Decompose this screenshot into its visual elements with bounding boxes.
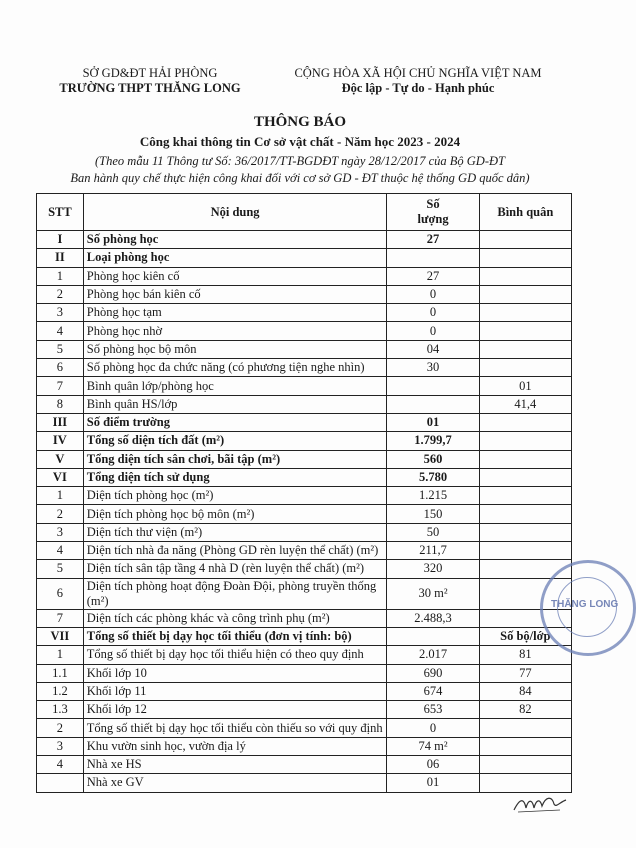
row-stt: 6 (37, 578, 84, 609)
school-name: TRƯỜNG THPT THĂNG LONG (59, 81, 241, 95)
row-quantity (387, 377, 479, 395)
row-quantity: 2.017 (387, 646, 479, 664)
regulation-note-line1: (Theo mẫu 11 Thông tư Số: 36/2017/TT-BGDĐT ngày 28/12/2017 của Bộ GD-ĐT (95, 154, 505, 168)
header-stt: STT (37, 194, 84, 231)
table-header-row (37, 194, 572, 231)
table-row (37, 627, 572, 645)
row-content: Diện tích phòng học bộ môn (m²) (83, 505, 387, 523)
table-body (37, 231, 572, 793)
regulation-note-line2: Ban hành quy chế thực hiện công khai đối với cơ sở GD - ĐT thuộc hệ thống GD quốc dân) (70, 171, 530, 185)
row-quantity (387, 249, 479, 267)
row-average (479, 737, 571, 755)
table-row (37, 646, 572, 664)
row-stt: 2 (37, 505, 84, 523)
row-stt: 5 (37, 560, 84, 578)
row-content: Số phòng học bộ môn (83, 340, 387, 358)
row-quantity: 150 (387, 505, 479, 523)
facilities-table (36, 193, 572, 793)
row-content: Diện tích nhà đa năng (Phòng GD rèn luyện thể chất) (m²) (83, 542, 387, 560)
row-stt: 4 (37, 756, 84, 774)
header-content: Nội dung (83, 194, 387, 231)
table-row (37, 249, 572, 267)
table-row (37, 609, 572, 627)
table-row (37, 231, 572, 249)
row-stt: 1.1 (37, 664, 84, 682)
table-row (37, 487, 572, 505)
row-stt: 7 (37, 377, 84, 395)
row-content: Diện tích phòng hoạt động Đoàn Đội, phòng truyền thống (m²) (83, 578, 387, 609)
row-average: 84 (479, 682, 571, 700)
row-average (479, 432, 571, 450)
table-row (37, 682, 572, 700)
table-row (37, 664, 572, 682)
row-quantity (387, 627, 479, 645)
row-content: Diện tích các phòng khác và công trình phụ (m²) (83, 609, 387, 627)
row-quantity: 1.799,7 (387, 432, 479, 450)
row-average: 82 (479, 701, 571, 719)
row-stt: V (37, 450, 84, 468)
row-content: Nhà xe GV (83, 774, 387, 792)
row-average: 77 (479, 664, 571, 682)
table-row (37, 267, 572, 285)
national-motto: Độc lập - Tự do - Hạnh phúc (341, 81, 495, 95)
table-row (37, 395, 572, 413)
row-content: Bình quân HS/lớp (83, 395, 387, 413)
row-average (479, 231, 571, 249)
row-quantity (387, 395, 479, 413)
official-stamp (540, 560, 636, 656)
row-quantity: 30 (387, 359, 479, 377)
row-average (479, 468, 571, 486)
row-content: Tổng diện tích sân chơi, bãi tập (m²) (83, 450, 387, 468)
table-row (37, 285, 572, 303)
row-quantity: 1.215 (387, 487, 479, 505)
row-content: Phòng học kiên cố (83, 267, 387, 285)
row-content: Số điểm trường (83, 413, 387, 431)
row-quantity: 560 (387, 450, 479, 468)
row-content: Số phòng học (83, 231, 387, 249)
table-row (37, 304, 572, 322)
row-average (479, 304, 571, 322)
row-content: Tổng số thiết bị dạy học tối thiểu còn thiếu so với quy định (83, 719, 387, 737)
table-row (37, 719, 572, 737)
row-quantity: 27 (387, 267, 479, 285)
row-quantity: 27 (387, 231, 479, 249)
row-stt: 8 (37, 395, 84, 413)
row-stt: 2 (37, 719, 84, 737)
row-average (479, 450, 571, 468)
country-name: CỘNG HÒA XÃ HỘI CHỦ NGHĨA VIỆT NAM (294, 66, 542, 80)
row-content: Nhà xe HS (83, 756, 387, 774)
row-quantity: 653 (387, 701, 479, 719)
row-stt: 4 (37, 322, 84, 340)
row-content: Diện tích sân tập tầng 4 nhà D (rèn luyện thể chất) (m²) (83, 560, 387, 578)
row-content: Số phòng học đa chức năng (có phương tiện nghe nhìn) (83, 359, 387, 377)
table-row (37, 340, 572, 358)
row-stt: 4 (37, 542, 84, 560)
row-average: Số bộ/lớp (479, 627, 571, 645)
row-stt: 1.2 (37, 682, 84, 700)
row-stt: 1 (37, 487, 84, 505)
signature (510, 790, 570, 818)
table-row (37, 756, 572, 774)
header-right (258, 66, 578, 96)
row-content: Khối lớp 10 (83, 664, 387, 682)
row-average (479, 413, 571, 431)
row-quantity: 01 (387, 413, 479, 431)
row-quantity: 320 (387, 560, 479, 578)
row-stt: 5 (37, 340, 84, 358)
row-average: 01 (479, 377, 571, 395)
row-average (479, 719, 571, 737)
row-content: Tổng số diện tích đất (m²) (83, 432, 387, 450)
document-subtitle: Công khai thông tin Cơ sở vật chất - Năm học 2023 - 2024 (139, 134, 461, 149)
row-average (479, 249, 571, 267)
row-content: Tổng số thiết bị dạy học tối thiểu hiện có theo quy định (83, 646, 387, 664)
row-stt: 6 (37, 359, 84, 377)
row-quantity: 0 (387, 322, 479, 340)
table-row (37, 578, 572, 609)
row-stt: VI (37, 468, 84, 486)
row-stt: VII (37, 627, 84, 645)
row-content: Tổng diện tích sử dụng (83, 468, 387, 486)
row-quantity: 674 (387, 682, 479, 700)
document-title: THÔNG BÁO (253, 114, 347, 130)
stamp-text: THĂNG LONG (551, 599, 619, 610)
row-average (479, 487, 571, 505)
row-average (479, 523, 571, 541)
row-stt: 3 (37, 523, 84, 541)
row-stt: 1 (37, 646, 84, 664)
row-quantity: 690 (387, 664, 479, 682)
table-row (37, 432, 572, 450)
table-row (37, 377, 572, 395)
header-quantity: Số lượng (387, 194, 479, 231)
row-content: Khối lớp 11 (83, 682, 387, 700)
table-row (37, 450, 572, 468)
row-content: Diện tích thư viện (m²) (83, 523, 387, 541)
row-average (479, 756, 571, 774)
row-content: Phòng học nhờ (83, 322, 387, 340)
row-average (479, 359, 571, 377)
row-quantity: 0 (387, 719, 479, 737)
table-row (37, 523, 572, 541)
row-quantity: 01 (387, 774, 479, 792)
table-row (37, 322, 572, 340)
row-stt: 7 (37, 609, 84, 627)
table-row (37, 505, 572, 523)
row-content: Loại phòng học (83, 249, 387, 267)
row-quantity: 0 (387, 304, 479, 322)
row-content: Khu vườn sinh học, vườn địa lý (83, 737, 387, 755)
row-stt: 1.3 (37, 701, 84, 719)
row-average (479, 285, 571, 303)
table-row (37, 468, 572, 486)
row-average: 81 (479, 646, 571, 664)
row-stt: 1 (37, 267, 84, 285)
table-row (37, 413, 572, 431)
row-quantity: 2.488,3 (387, 609, 479, 627)
row-stt: III (37, 413, 84, 431)
row-stt (37, 774, 84, 792)
row-quantity: 30 m² (387, 578, 479, 609)
table-row (37, 701, 572, 719)
row-content: Phòng học bán kiên cố (83, 285, 387, 303)
row-quantity: 0 (387, 285, 479, 303)
table-row (37, 774, 572, 792)
table-row (37, 542, 572, 560)
row-average (479, 542, 571, 560)
row-average (479, 340, 571, 358)
row-content: Khối lớp 12 (83, 701, 387, 719)
header-left (55, 66, 245, 96)
row-average (479, 322, 571, 340)
row-stt: 3 (37, 737, 84, 755)
row-average: 41,4 (479, 395, 571, 413)
row-content: Bình quân lớp/phòng học (83, 377, 387, 395)
table-row (37, 359, 572, 377)
row-quantity: 5.780 (387, 468, 479, 486)
row-content: Tổng số thiết bị dạy học tối thiểu (đơn vị tính: bộ) (83, 627, 387, 645)
row-content: Diện tích phòng học (m²) (83, 487, 387, 505)
row-content: Phòng học tạm (83, 304, 387, 322)
row-quantity: 211,7 (387, 542, 479, 560)
department-name: SỞ GD&ĐT HẢI PHÒNG (82, 66, 218, 80)
row-stt: 2 (37, 285, 84, 303)
row-average (479, 505, 571, 523)
row-quantity: 04 (387, 340, 479, 358)
table-row (37, 737, 572, 755)
row-average (479, 267, 571, 285)
row-stt: I (37, 231, 84, 249)
row-stt: II (37, 249, 84, 267)
header-average: Bình quân (479, 194, 571, 231)
row-stt: 3 (37, 304, 84, 322)
row-quantity: 06 (387, 756, 479, 774)
row-quantity: 50 (387, 523, 479, 541)
table-row (37, 560, 572, 578)
row-quantity: 74 m² (387, 737, 479, 755)
row-stt: IV (37, 432, 84, 450)
